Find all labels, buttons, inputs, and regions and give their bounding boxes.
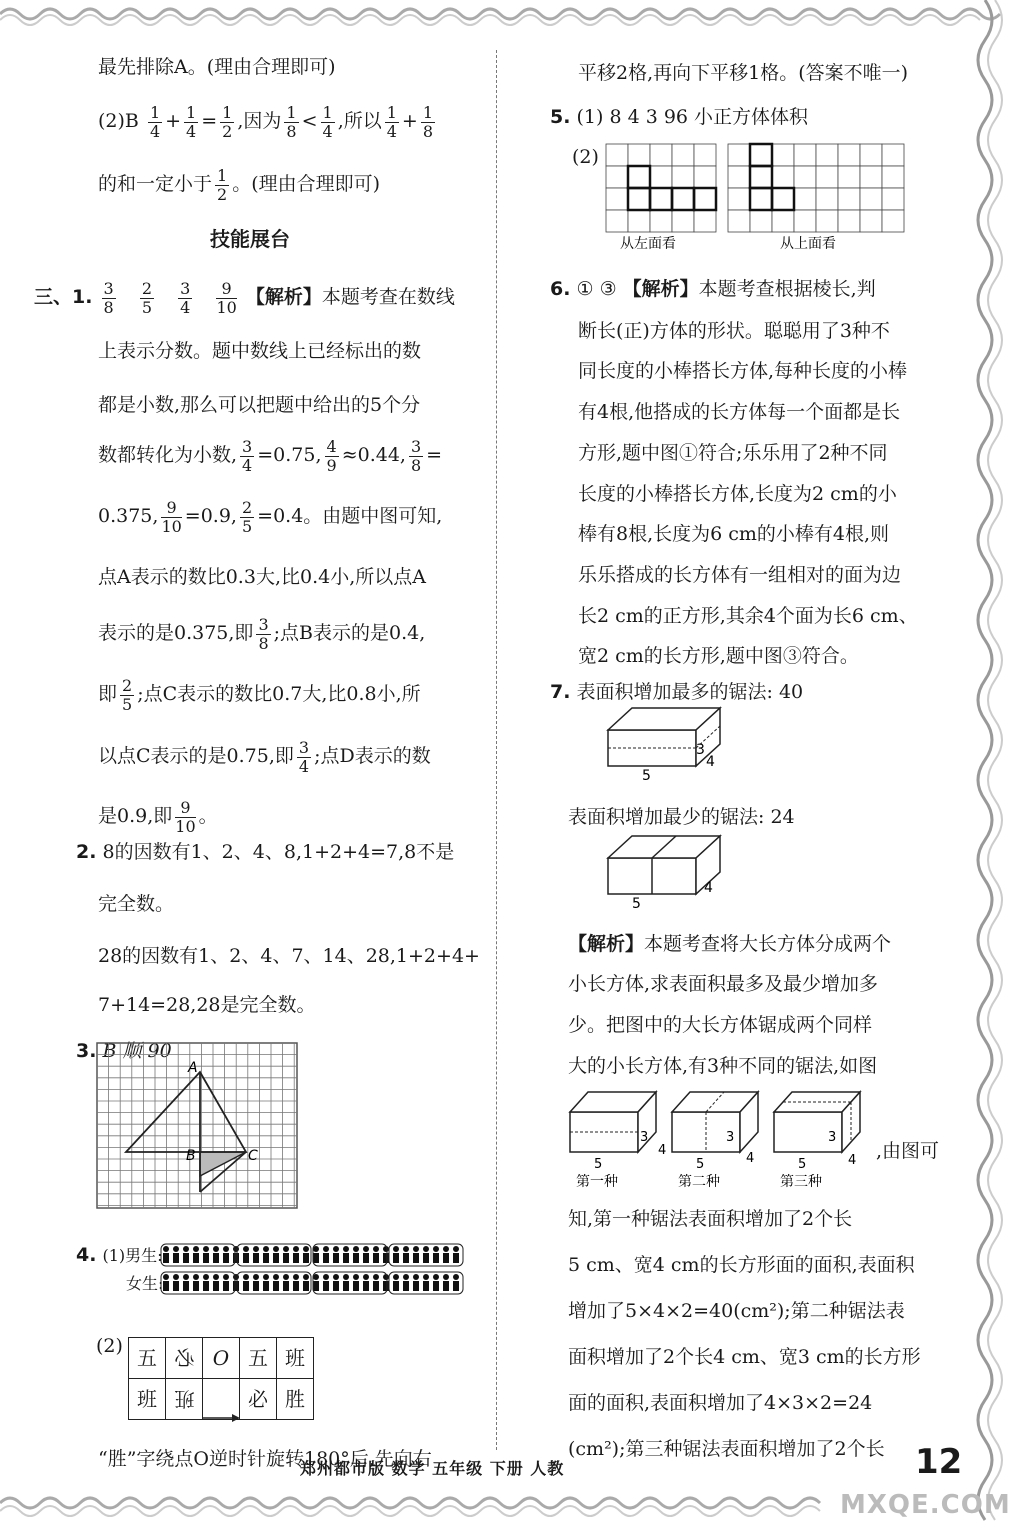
person-icon — [323, 1274, 329, 1291]
right-wave-border — [955, 0, 1015, 1536]
person-icon — [283, 1246, 289, 1263]
footer: 郑州都市版 数学 五年级 下册 人教 — [300, 1459, 565, 1478]
rotation-grid-figure — [96, 1042, 298, 1210]
text-line: 表面积增加最少的锯法: 24 — [568, 806, 795, 828]
svg-text:4: 4 — [746, 1151, 755, 1166]
text-line: 棒有8根,长度为6 cm的小棒有4根,则 — [578, 523, 890, 545]
person-icon — [393, 1274, 399, 1291]
person-icon — [193, 1246, 199, 1263]
cuboid-cut-max — [604, 702, 714, 782]
cuboid-cut-min — [604, 830, 714, 910]
fraction: $\frac{1}{4}$ — [149, 102, 161, 141]
person-icon — [313, 1274, 319, 1291]
person-icon — [223, 1274, 229, 1291]
fraction: $\frac{1}{4}$ — [186, 102, 197, 141]
point-a-label: A — [188, 1060, 198, 1076]
fraction: $\frac{1}{2}$ — [222, 102, 233, 141]
person-icon — [243, 1274, 249, 1291]
fraction: $\frac{2}{5}$ — [122, 675, 133, 714]
fraction: $\frac{3}{8}$ — [103, 278, 114, 317]
text-line: 长度的小棒搭长方体,长度为2 cm的小 — [578, 483, 897, 505]
text-line-fractions: (2)B $\frac{1}{4}$ + $\frac{1}{4}$ = $\frac{1}{2}$ ,因为 $\frac{1}{8}$ < $\frac{1}{4}$ ,所以 $\frac{1}{4}$ + $\frac{1}{8}$ — [98, 102, 434, 141]
person-icon — [393, 1246, 399, 1263]
person-icon — [193, 1274, 199, 1291]
fraction: $\frac{3}{4}$ — [180, 278, 191, 317]
question-6: 6. ① ③ 【解析】本题考查根据棱长,判 — [550, 278, 876, 300]
person-icon — [303, 1246, 309, 1263]
person-icon — [363, 1274, 369, 1291]
svg-text:3: 3 — [640, 1130, 649, 1145]
person-icon — [443, 1274, 449, 1291]
fraction: $\frac{3}{4}$ — [242, 436, 253, 475]
person-icon — [343, 1246, 349, 1263]
text-line: 完全数。 — [98, 893, 175, 915]
cut-method-3 — [774, 1092, 860, 1190]
person-icon — [453, 1274, 459, 1291]
label: (2)B — [98, 110, 139, 132]
text-line: 小长方体,求表面积最多及最少增加多 — [568, 973, 879, 995]
grid-label: (2) — [96, 1335, 123, 1357]
person-icon — [333, 1246, 339, 1263]
view-caption-left: 从左面看 — [620, 236, 676, 252]
text-line: 0.375, $\frac{9}{10}$ =0.9, $\frac{2}{5}$ =0.4。由题中图可知, — [98, 497, 443, 536]
person-icon — [313, 1246, 319, 1263]
fraction: $\frac{3}{8}$ — [258, 614, 269, 653]
svg-text:5: 5 — [798, 1157, 807, 1172]
svg-text:5: 5 — [696, 1157, 705, 1172]
fraction: $\frac{9}{10}$ — [161, 497, 182, 536]
text-line: 的和一定小于 $\frac{1}{2}$ 。(理由合理即可) — [98, 165, 381, 204]
analysis-tag: 【解析】 — [245, 286, 322, 308]
grid-cell: 五 — [129, 1338, 166, 1379]
svg-text:3: 3 — [828, 1130, 837, 1145]
text-line: 宽2 cm的长方形,题中图③符合。 — [578, 645, 859, 667]
fraction: $\frac{3}{8}$ — [410, 436, 422, 475]
text-line: 以点C表示的是0.75,即 $\frac{3}{4}$ ;点D表示的数 — [98, 737, 431, 776]
text-line: “胜”字绕点O逆时针旋转180°后,先向右 — [98, 1448, 432, 1470]
fraction: $\frac{1}{2}$ — [217, 165, 228, 204]
question-7: 7. 表面积增加最多的锯法: 40 — [550, 681, 804, 703]
person-icon — [283, 1274, 289, 1291]
grid-cell: 五 — [240, 1338, 277, 1379]
point-b-label: B — [186, 1148, 196, 1164]
watermark: MXQE.COM — [840, 1490, 1011, 1520]
text-line: 增加了5×4×2=40(cm²);第二种锯法表 — [568, 1300, 905, 1322]
text-line: 大的小长方体,有3种不同的锯法,如图 — [568, 1055, 878, 1077]
person-icon — [383, 1274, 389, 1291]
view-grids — [606, 140, 896, 252]
svg-text:5: 5 — [594, 1157, 603, 1172]
dim-label: 3 — [696, 742, 705, 758]
question-5: 5. (1) 8 4 3 96 小正方体体积 — [550, 106, 809, 128]
caption: 第三种 — [780, 1174, 822, 1190]
text-line: 断长(正)方体的形状。聪聪用了3种不 — [578, 320, 890, 342]
person-icon — [173, 1246, 179, 1263]
person-icon — [253, 1274, 259, 1291]
fraction: $\frac{3}{4}$ — [298, 737, 310, 776]
person-icon — [273, 1246, 279, 1263]
text-line: 最先排除A。(理由合理即可) — [98, 56, 336, 78]
person-icon — [343, 1274, 349, 1291]
section-title: 技能展台 — [210, 227, 290, 251]
person-icon — [163, 1246, 169, 1263]
text-line: 【解析】本题考查将大长方体分成两个 — [568, 933, 892, 955]
person-icon — [263, 1274, 269, 1291]
person-icon — [263, 1246, 269, 1263]
question-3: 3. B 顺 90 — [76, 1040, 172, 1062]
person-icon — [333, 1274, 339, 1291]
person-icon — [383, 1246, 389, 1263]
text-line: (cm²);第三种锯法表面积增加了2个长 — [568, 1438, 885, 1460]
person-icon — [443, 1246, 449, 1263]
question-1-answer: 三、1. $\frac{3}{8}$ $\frac{2}{5}$ $\frac{3}{4}$ $\frac{9}{10}$ 【解析】本题考查在数线 — [34, 278, 455, 317]
fraction: $\frac{9}{10}$ — [216, 278, 237, 317]
dim-label: 5 — [632, 896, 641, 912]
grid-cell: 班 — [166, 1379, 203, 1420]
text-line: 知,第一种锯法表面积增加了2个长 — [568, 1208, 853, 1230]
text-line: 都是小数,那么可以把题中给出的5个分 — [98, 394, 421, 416]
grid-cell: 班 — [129, 1379, 166, 1420]
cut-method-2 — [672, 1092, 758, 1190]
arrow-right-icon — [200, 1413, 240, 1423]
person-icon — [353, 1274, 359, 1291]
view-caption-top: 从上面看 — [780, 236, 836, 252]
text-line: 5 cm、宽4 cm的长方形面的面积,表面积 — [568, 1254, 915, 1276]
text-line: 数都转化为小数, $\frac{3}{4}$ =0.75, $\frac{4}{9}$ ≈0.44, $\frac{3}{8}$ = — [98, 436, 443, 475]
person-icon — [273, 1274, 279, 1291]
person-icon — [413, 1246, 419, 1263]
caption: 第二种 — [678, 1174, 720, 1190]
person-icon — [453, 1246, 459, 1263]
fraction: $\frac{1}{8}$ — [422, 102, 434, 141]
grid-cell: 胜 — [277, 1379, 314, 1420]
text-line: 有4根,他搭成的长方体每一个面都是长 — [578, 401, 901, 423]
fraction: $\frac{1}{4}$ — [386, 102, 397, 141]
person-icon — [183, 1246, 189, 1263]
dim-label: 5 — [642, 768, 651, 784]
text-line: 同长度的小棒搭长方体,每种长度的小棒 — [578, 360, 908, 382]
fraction: $\frac{1}{8}$ — [286, 102, 297, 141]
text-line: 女生: — [126, 1274, 164, 1293]
text-line: 平移2格,再向下平移1格。(答案不唯一) — [578, 62, 909, 84]
svg-text:3: 3 — [726, 1130, 735, 1145]
fraction: $\frac{1}{4}$ — [322, 102, 333, 141]
text-line: 少。把图中的大长方体锯成两个同样 — [568, 1014, 873, 1036]
text-line: 方形,题中图①符合;乐乐用了2种不同 — [578, 442, 888, 464]
fraction: $\frac{9}{10}$ — [175, 797, 196, 836]
page-number: 12 — [915, 1442, 963, 1482]
column-divider — [496, 50, 497, 1450]
person-icon — [233, 1274, 239, 1291]
text-line: 即 $\frac{2}{5}$ ;点C表示的数比0.7大,比0.8小,所 — [98, 675, 421, 714]
text-line: ,由图可 — [876, 1140, 940, 1162]
person-icon — [223, 1246, 229, 1263]
person-icon — [293, 1274, 299, 1291]
person-icon — [413, 1274, 419, 1291]
top-wave-border — [0, 0, 1015, 28]
person-icon — [173, 1274, 179, 1291]
three-cut-methods-figure — [566, 1084, 876, 1194]
person-icon — [183, 1274, 189, 1291]
person-icon — [213, 1246, 219, 1263]
text-line: 7+14=28,28是完全数。 — [98, 994, 316, 1016]
grid-cell-o: O — [203, 1338, 240, 1379]
svg-text:4: 4 — [848, 1153, 857, 1168]
person-icon — [373, 1274, 379, 1291]
rotation-character-grid — [128, 1337, 314, 1420]
text-line: 是0.9,即 $\frac{9}{10}$ 。 — [98, 797, 218, 836]
text-line: 乐乐搭成的长方体有一组相对的面为边 — [578, 564, 902, 586]
question-4: 4. (1)男生: — [76, 1244, 163, 1266]
triangle-outline — [126, 1072, 246, 1152]
grid-cell: 班 — [277, 1338, 314, 1379]
text-line: 面积增加了2个长4 cm、宽3 cm的长方形 — [568, 1346, 921, 1368]
person-icon — [243, 1246, 249, 1263]
text-line: 表示的是0.375,即 $\frac{3}{8}$ ;点B表示的是0.4, — [98, 614, 426, 653]
svg-text:4: 4 — [658, 1143, 667, 1158]
grid-cell: 必 — [166, 1338, 203, 1379]
person-icon — [163, 1274, 169, 1291]
person-icon — [253, 1246, 259, 1263]
dim-label: 4 — [704, 880, 713, 896]
text-line: 28的因数有1、2、4、7、14、28,1+2+4+ — [98, 945, 480, 967]
person-icon — [423, 1274, 429, 1291]
fraction: $\frac{2}{5}$ — [241, 497, 253, 536]
person-icon — [323, 1246, 329, 1263]
dim-label: 4 — [706, 754, 715, 770]
person-icon — [423, 1246, 429, 1263]
text-line: 面的面积,表面积增加了4×3×2=24 — [568, 1392, 873, 1414]
text-line: 点A表示的数比0.3大,比0.4小,所以点A — [98, 566, 426, 588]
person-icon — [203, 1274, 209, 1291]
person-icon — [403, 1246, 409, 1263]
fraction: $\frac{2}{5}$ — [141, 278, 152, 317]
text: ,所以 — [337, 110, 382, 132]
people-pictograph — [160, 1243, 466, 1299]
person-icon — [353, 1246, 359, 1263]
fraction: $\frac{4}{9}$ — [326, 436, 337, 475]
text-line: 上表示分数。题中数线上已经标出的数 — [98, 340, 422, 362]
person-icon — [303, 1274, 309, 1291]
cut-method-1 — [570, 1092, 666, 1190]
question-2: 2. 8的因数有1、2、4、8,1+2+4=7,8不是 — [76, 841, 455, 863]
person-icon — [403, 1274, 409, 1291]
text: ,因为 — [237, 110, 282, 132]
person-icon — [293, 1246, 299, 1263]
text-line: 长2 cm的正方形,其余4个面为长6 cm、 — [578, 605, 918, 627]
person-icon — [433, 1274, 439, 1291]
person-icon — [213, 1274, 219, 1291]
person-icon — [363, 1246, 369, 1263]
person-icon — [373, 1246, 379, 1263]
grid-cell: 必 — [240, 1379, 277, 1420]
point-c-label: C — [248, 1148, 258, 1164]
person-icon — [233, 1246, 239, 1263]
grid-label: (2) — [572, 146, 599, 168]
caption: 第一种 — [576, 1174, 618, 1190]
person-icon — [203, 1246, 209, 1263]
person-icon — [433, 1246, 439, 1263]
